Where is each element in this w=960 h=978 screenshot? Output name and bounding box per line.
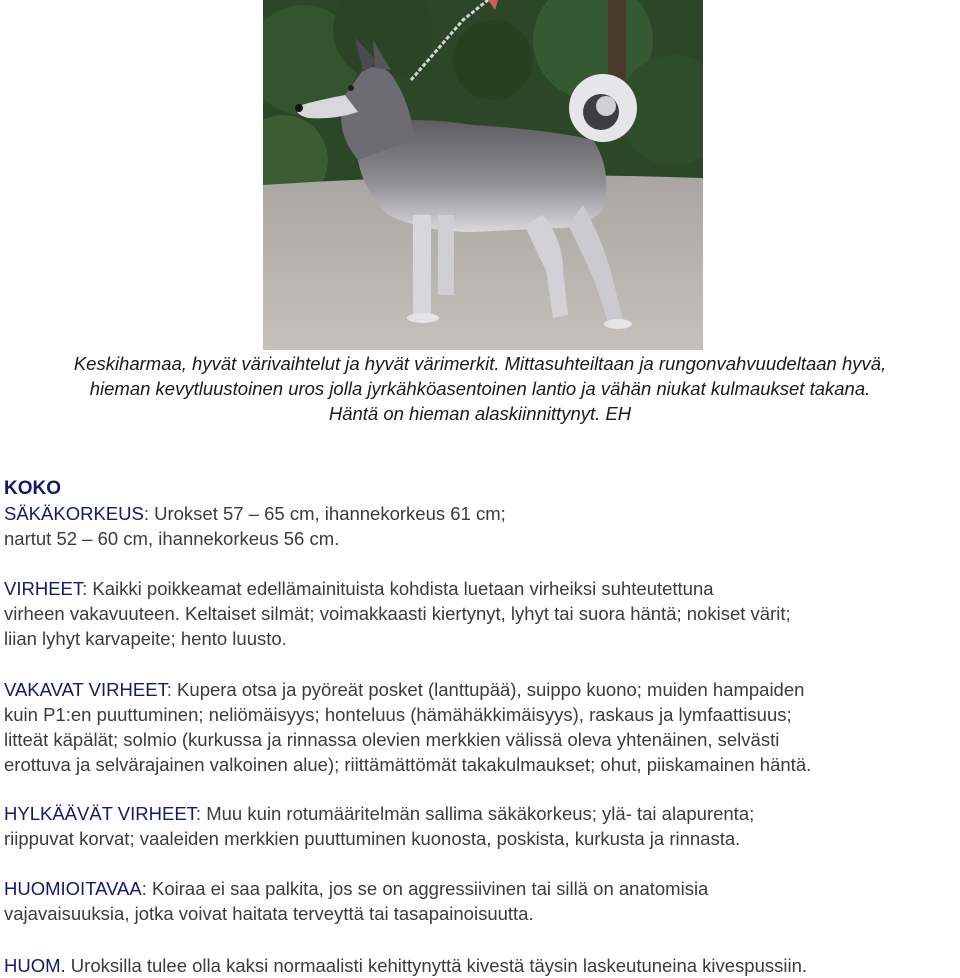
virheet-text: : Kaikki poikkeamat edellämainituista kohdista luetaan virheiksi suhteutettuna [82,578,714,599]
vakavat-virheet-label: VAKAVAT VIRHEET [4,679,167,700]
huomioitavaa-text: : Koiraa ei saa palkita, jos se on aggressiivinen tai sillä on anatomisia [141,878,709,899]
huom-section [4,953,956,978]
virheet-section [4,576,956,651]
huomioitavaa-label: HUOMIOITAVAA [4,878,142,899]
dog-photo [263,0,703,350]
huom-text: Uroksilla tulee olla kaksi normaalisti kehittynyttä kivestä täysin laskeutuneina kivespussiin. [65,955,808,976]
vakavat-virheet-text: : Kupera otsa ja pyöreät posket (lanttupää), suippo kuono; muiden hampaiden [166,679,805,700]
caption-line: hieman kevytluustoinen uros jolla jyrkähköasentoinen lantio ja vähän niukat kulmaukset takana. [89,378,871,399]
sakakorkeus-text-2: nartut 52 – 60 cm, ihannekorkeus 56 cm. [4,528,340,549]
virheet-text-2: virheen vakavuuteen. Keltaiset silmät; voimakkaasti kiertynyt, lyhyt tai suora häntä; nokiset värit; [4,603,791,624]
hylkaavat-virheet-label: HYLKÄÄVÄT VIRHEET [4,803,196,824]
koko-section [4,476,956,551]
vakavat-virheet-text-3: litteät käpälät; solmio (kurkussa ja rinnassa olevien merkkien välissä oleva yhtenäinen, selvästi [4,729,780,750]
huom-label: HUOM. [4,955,66,976]
sakakorkeus-label: SÄKÄKORKEUS [4,503,144,524]
photo-caption [0,351,960,426]
dog-icon [263,0,703,350]
vakavat-virheet-section [4,677,956,777]
sakakorkeus-text: : Urokset 57 – 65 cm, ihannekorkeus 61 cm; [143,503,506,524]
vakavat-virheet-text-2: kuin P1:en puuttuminen; neliömäisyys; honteluus (hämähäkkimäisyys), raskaus ja lymfaattisuus; [4,704,792,725]
caption-line: Häntä on hieman alaskiinnittynyt. EH [328,403,632,424]
virheet-text-3: liian lyhyt karvapeite; hento luusto. [4,628,287,649]
huomioitavaa-text-2: vajavaisuuksia, jotka voivat haitata terveyttä tai tasapainoisuutta. [4,903,534,924]
caption-line: Keskiharmaa, hyvät värivaihtelut ja hyvät värimerkit. Mittasuhteiltaan ja rungonvahvuudeltaan hyvä, [73,353,887,374]
vakavat-virheet-text-4: erottuva ja selvärajainen valkoinen alue); riittämättömät takakulmaukset; ohut, piiskamainen häntä. [4,754,812,775]
hylkaavat-virheet-text-2: riippuvat korvat; vaaleiden merkkien puuttuminen kuonosta, poskista, kurkusta ja rinnasta. [4,828,741,849]
hylkaavat-virheet-section [4,801,956,851]
huomioitavaa-section [4,876,956,926]
koko-heading: KOKO [4,478,61,499]
hylkaavat-virheet-text: : Muu kuin rotumääritelmän sallima säkäkorkeus; ylä- tai alapurenta; [195,803,755,824]
virheet-label: VIRHEET [4,578,83,599]
